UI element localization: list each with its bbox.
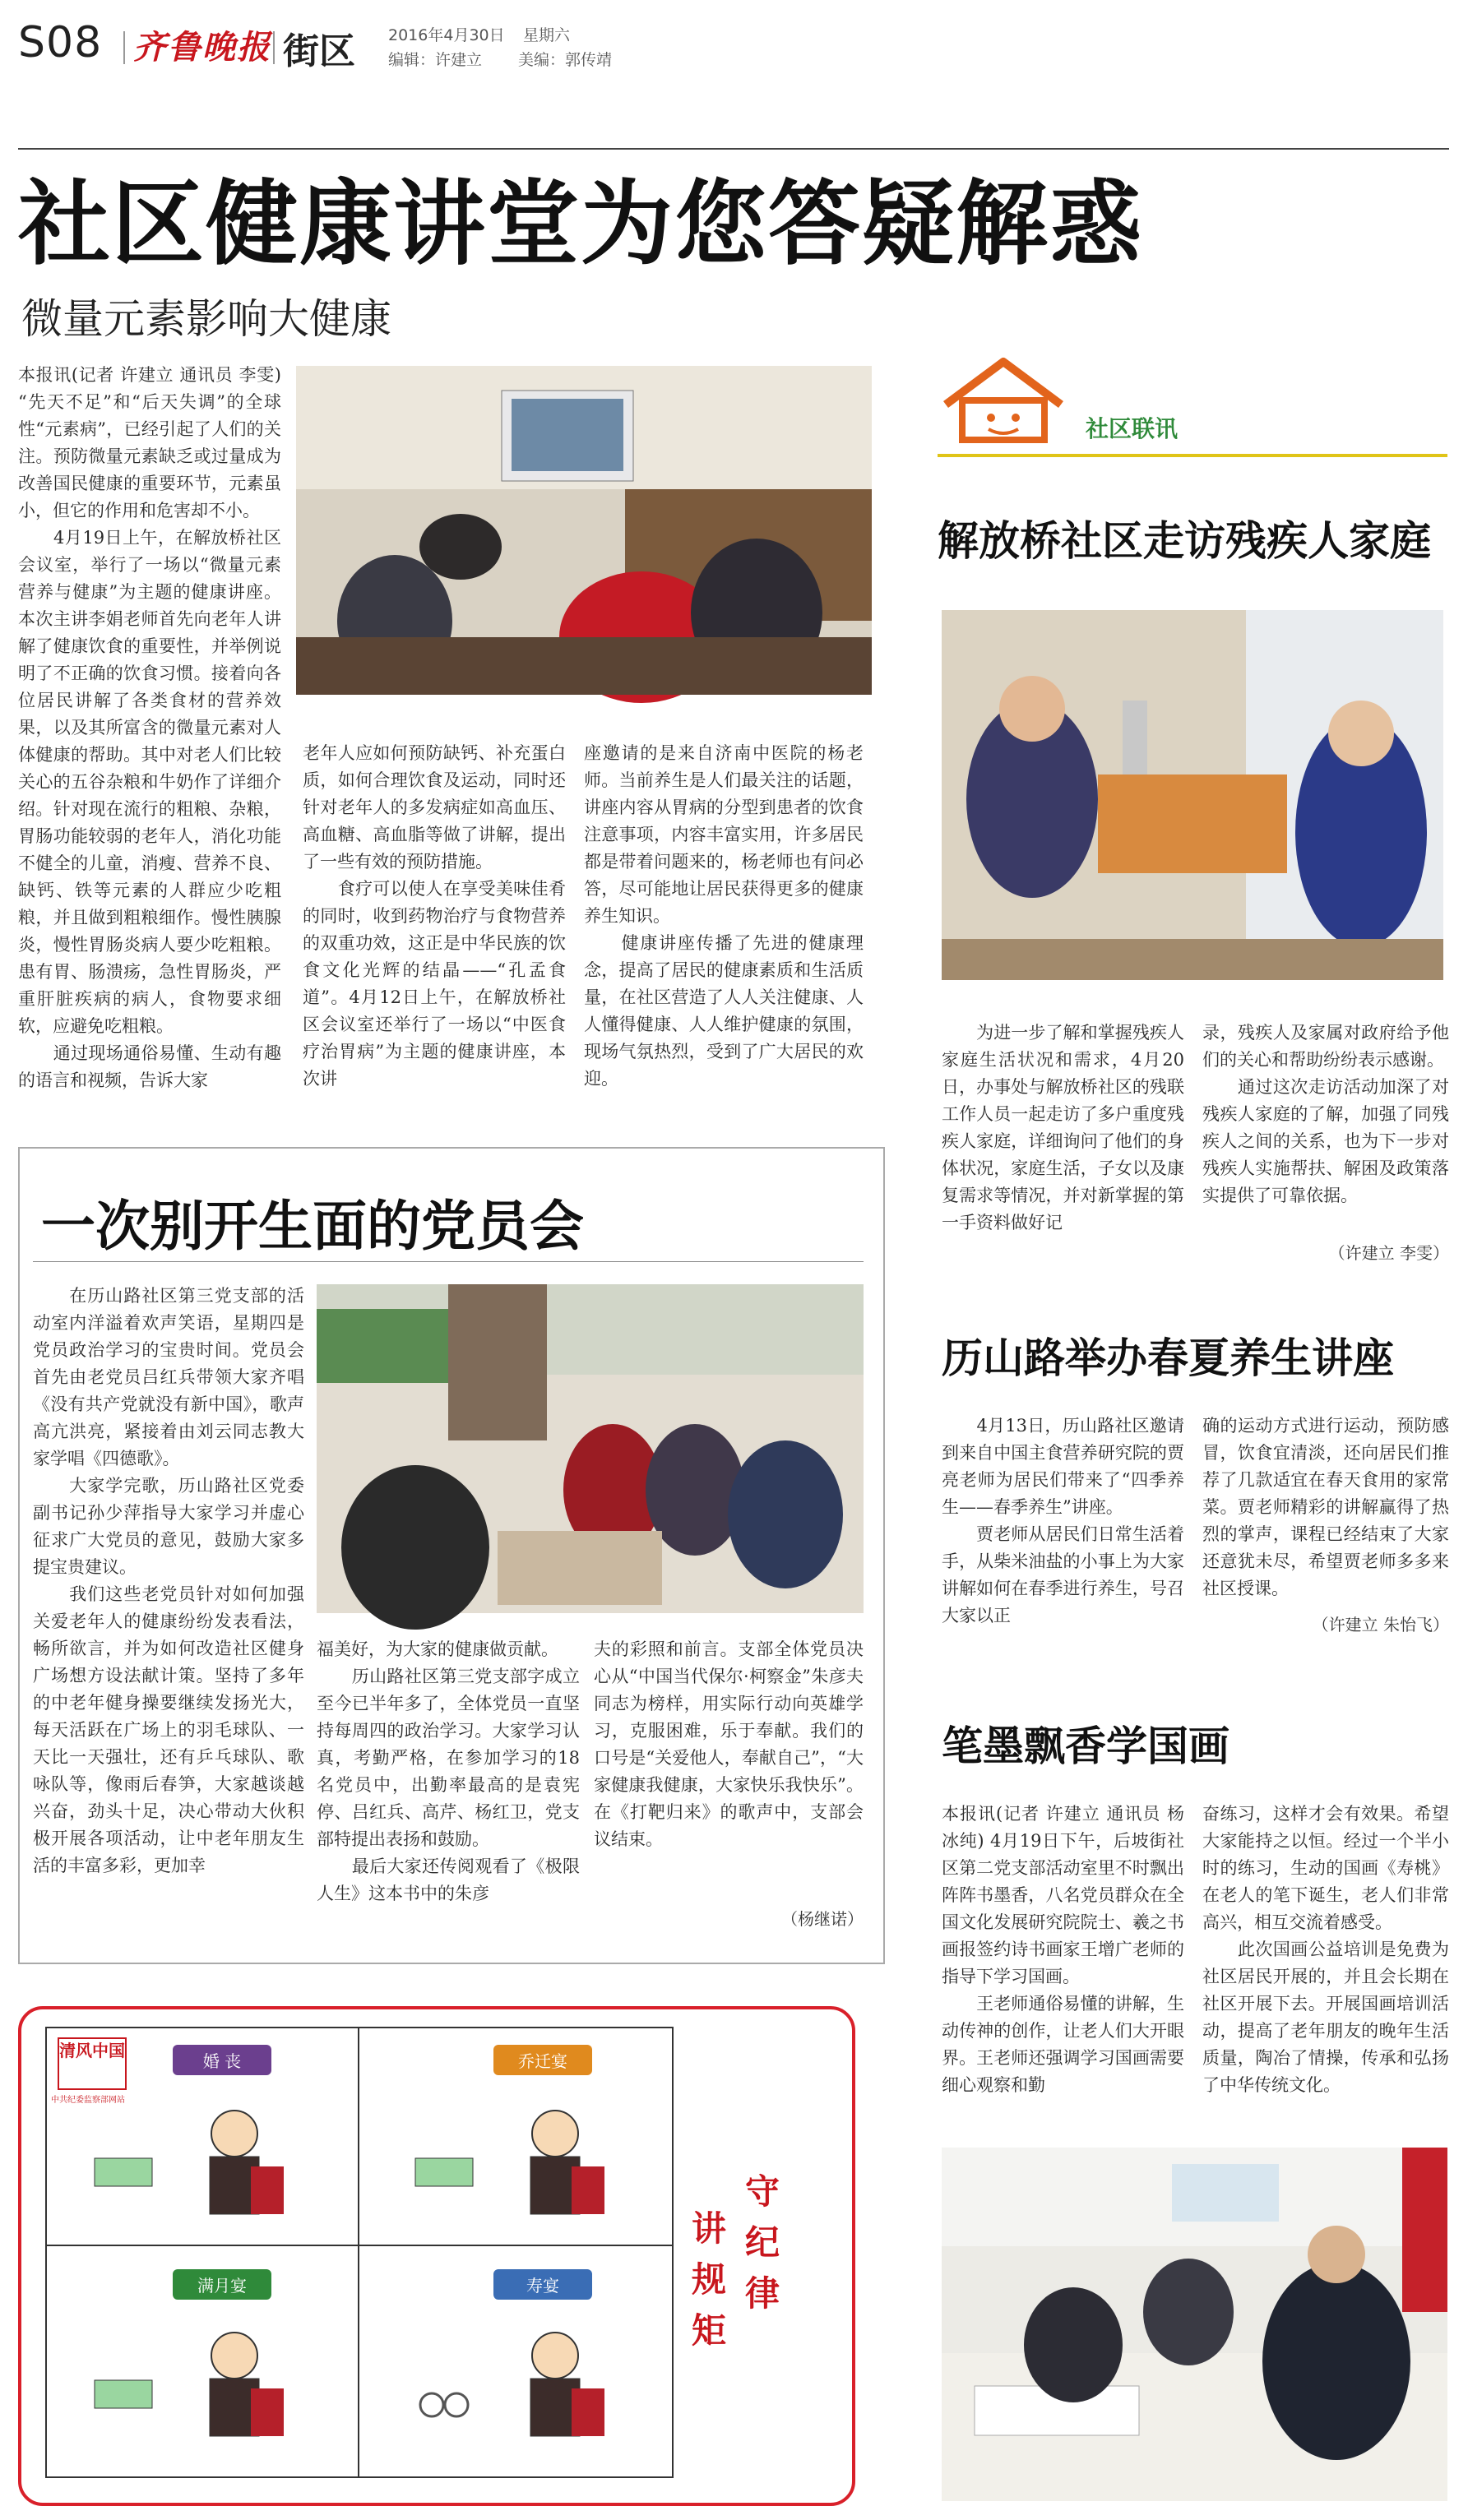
story3-photo	[942, 2148, 1447, 2501]
designer-credit: 美编：郭传靖	[518, 51, 613, 69]
story3-column-1: 本报讯(记者 许建立 通讯员 杨冰纯) 4月19日下午，后坡街社区第二党支部活动室里不时飘出阵阵书墨香，八名党员群众在全国文化发展研究院院士、羲之书画报签约诗书画家王增广老师的指导下学习国画。 王老师通俗易懂的讲解，生动传神的创作，让老人们大开眼界。王老师还强调学习国画需要细心观察和勤	[942, 1804, 1184, 2095]
issue-date: 2016年4月30日	[388, 26, 505, 44]
story1-headline: 解放桥社区走访残疾人家庭	[938, 517, 1431, 565]
story3-headline: 笔墨飘香学国画	[942, 1722, 1230, 1770]
story3-column-2: 奋练习，这样才会有效果。希望大家能持之以恒。经过一个半小时的练习，生动的国画《寿桃》在老人的笔下诞生，老人们非常高兴，相互交流着感受。 此次国画公益培训是免费为社区居民开展的，并且会长期在社区开展下去。开展国画培训活动，提高了老年朋友的晚年生活质量，陶冶了情操，传承和弘扬了中华传统文化。	[1202, 1804, 1449, 2095]
lecture-room-photo	[296, 366, 872, 695]
official-figure-4	[420, 2333, 604, 2436]
party-headline-rule	[33, 1261, 864, 1262]
label-housewarming: 乔迁宴	[493, 2045, 592, 2075]
party-column-3: 夫的彩照和前言。支部全体党员决心从“中国当代保尔·柯察金”朱彦夫同志为榜样，用实际行动向英雄学习，克服困难，乐于奉献。我们的口号是“关爱他人，奉献自己”，“大家健康我健康，大家快乐我快乐”。在《打靶归来》的歌声中，支部会议结束。	[594, 1639, 864, 1849]
section-name: 街区	[283, 30, 355, 72]
story2-byline: （许建立 朱怡飞）	[1312, 1615, 1449, 1635]
painting-class-photo	[942, 2148, 1447, 2501]
page-number: S08	[18, 18, 103, 67]
story1-column-1: 为进一步了解和掌握残疾人家庭生活状况和需求，4月20日，办事处与解放桥社区的残联工作人员一起走访了多户重度残疾人家庭，详细询问了他们的身体状况，家庭生活，子女以及康复需求等情况，并对新掌握的第一手资料做好记	[942, 1023, 1184, 1232]
story1-photo	[942, 610, 1443, 980]
column-label: 社区联讯	[1086, 415, 1179, 442]
story1-column-2: 录，残疾人及家属对政府给予他们的关心和帮助纷纷表示感谢。 通过这次走访活动加深了对残疾人家庭的了解，加强了同残疾人之间的关系，也为下一步对残疾人实施帮扶、解困及政策落实提供了可靠依据。	[1202, 1023, 1449, 1205]
masthead-divider	[123, 31, 125, 64]
issue-weekday: 星期六	[523, 26, 571, 44]
party-meeting-photo	[317, 1284, 864, 1613]
label-birthday-feast: 寿宴	[493, 2269, 592, 2300]
label-baby-feast: 满月宴	[173, 2269, 271, 2300]
lead-headline: 社区健康讲堂为您答疑解惑	[18, 171, 1143, 278]
column-label-rule	[938, 454, 1447, 457]
lead-subhead: 微量元素影响大健康	[21, 295, 391, 343]
masthead-divider	[273, 31, 275, 64]
party-column-1: 在历山路社区第三党支部的活动室内洋溢着欢声笑语，星期四是党员政治学习的宝贵时间。党员会首先由老党员吕红兵带领大家齐唱《没有共产党就没有新中国》，歌声高亢洪亮，紧接着由刘云同志教大家学唱《四德歌》。 大家学完歌，历山路社区党委副书记孙少萍指导大家学习并虚心征求广大党员的意见，鼓励大家多提宝贵建议。 我们这些老党员针对如何加强关爱老年人的健康纷纷发表看法，畅所欲言，并为如何改造社区健身广场想方设法献计策。坚持了多年的中老年健身操要继续发扬光大，每天活跃在广场上的羽毛球队、一天比一天强壮，还有乒乓球队、歌咏队等，像雨后春笋，大家越谈越兴奋，劲头十足，决心带动大伙积极开展各项活动，让中老年朋友生活的丰富多彩，更加幸	[33, 1286, 304, 1875]
logo-subtitle: 中共纪委监察部网站	[51, 2096, 125, 2105]
story1-byline: （许建立 李雯）	[1328, 1243, 1449, 1263]
party-headline: 一次别开生面的党员会	[41, 1195, 584, 1258]
top-rule	[18, 148, 1449, 150]
lead-column-3: 座邀请的是来自济南中医院的杨老师。当前养生是人们最关注的话题，讲座内容从胃病的分型到患者的饮食注意事项，内容丰富实用，许多居民都是带着问题来的，杨老师也有问必答，尽可能地让居民获得更多的健康养生知识。 健康讲座传播了先进的健康理念，提高了居民的健康素质和生活质量，在社区营造了人人关注健康、人人懂得健康、人人维护健康的氛围，现场气氛热烈，受到了广大居民的欢迎。	[584, 743, 864, 1089]
official-figure-3	[95, 2333, 284, 2436]
paper-logo: 齐鲁晚报	[133, 28, 271, 67]
lead-column-2: 老年人应如何预防缺钙、补充蛋白质，如何合理饮食及运动，同时还针对老年人的多发病症如高血压、高血糖、高血脂等做了讲解，提出了一些有效的预防措施。 食疗可以使人在享受美味佳肴的同时，收到药物治疗与食物营养的双重功效，这正是中华民族的饮食文化光辉的结晶——“孔孟食道”。4月12日上午，在解放桥社区会议室还举行了一场以“中医食疗治胃病”为主题的健康讲座，本次讲	[303, 743, 566, 1089]
story2-headline: 历山路举办春夏养生讲座	[942, 1334, 1394, 1382]
official-figure-2	[415, 2111, 604, 2214]
party-byline: （杨继诺）	[781, 1909, 864, 1929]
label-wedding-funeral: 婚 丧	[173, 2045, 271, 2075]
party-photo	[317, 1284, 864, 1613]
story2-column-2: 确的运动方式进行运动，预防感冒，饮食宜清淡，还向居民们推荐了几款适宜在春天食用的家常菜。贾老师精彩的讲解赢得了热烈的掌声，课程已经结束了大家还意犹未尽，希望贾老师多多来社区授课。	[1202, 1416, 1449, 1598]
home-visit-photo	[942, 610, 1443, 980]
cartoon-figures	[45, 2027, 670, 2475]
slogan-column-1: 讲规矩	[691, 2208, 726, 2351]
lead-photo	[296, 366, 872, 695]
story2-column-1: 4月13日，历山路社区邀请到来自中国主食营养研究院的贾亮老师为居民们带来了“四季养生——春季养生”讲座。 贾老师从居民们日常生活着手，从柴米油盐的小事上为大家讲解如何在春季进行养生，号召大家以正	[942, 1416, 1184, 1625]
official-figure-1	[95, 2111, 284, 2214]
editor-credit: 编辑：许建立	[388, 51, 483, 69]
party-column-2: 福美好，为大家的健康做贡献。 历山路社区第三党支部字成立至今已半年多了，全体党员一直坚持每周四的政治学习。大家学习认真，考勤严格，在参加学习的18名党员中，出勤率最高的是袁宪停、吕红兵、高芹、杨红卫，党支部特提出表扬和鼓励。 最后大家还传阅观看了《极限人生》这本书中的朱彦	[317, 1639, 580, 1903]
lead-column-1: 本报讯(记者 许建立 通讯员 李雯) “先天不足”和“后天失调”的全球性“元素病”，已经引起了人们的关注。预防微量元素缺乏或过量成为改善国民健康的重要环节，元素虽小，但它的作用和危害却不小。 4月19日上午，在解放桥社区会议室，举行了一场以“微量元素营养与健康”为主题的健康讲座。本次主讲李娟老师首先向老年人讲解了健康饮食的重要性，并举例说明了不正确的饮食习惯。接着向各位居民讲解了各类食材的营养效果，以及其所富含的微量元素对人体健康的帮助。其中对老人们比较关心的五谷杂粮和牛奶作了详细介绍。针对现在流行的粗粮、杂粮，胃肠功能较弱的老年人，消化功能不健全的儿童，消瘦、营养不良、缺钙、铁等元素的人群应少吃粗粮，并且做到粗粮细作。慢性胰腺炎，慢性胃肠炎病人要少吃粗粮。患有胃、肠溃疡，急性胃肠炎，严重肝脏疾病的病人，食物要求细软，应避免吃粗粮。 通过现场通俗易懂、生动有趣的语言和视频，告诉大家	[18, 365, 281, 1090]
logo-text: 清风中国	[59, 2041, 125, 2060]
slogan-column-2: 守纪律	[744, 2171, 780, 2314]
house-icon	[938, 355, 1069, 444]
